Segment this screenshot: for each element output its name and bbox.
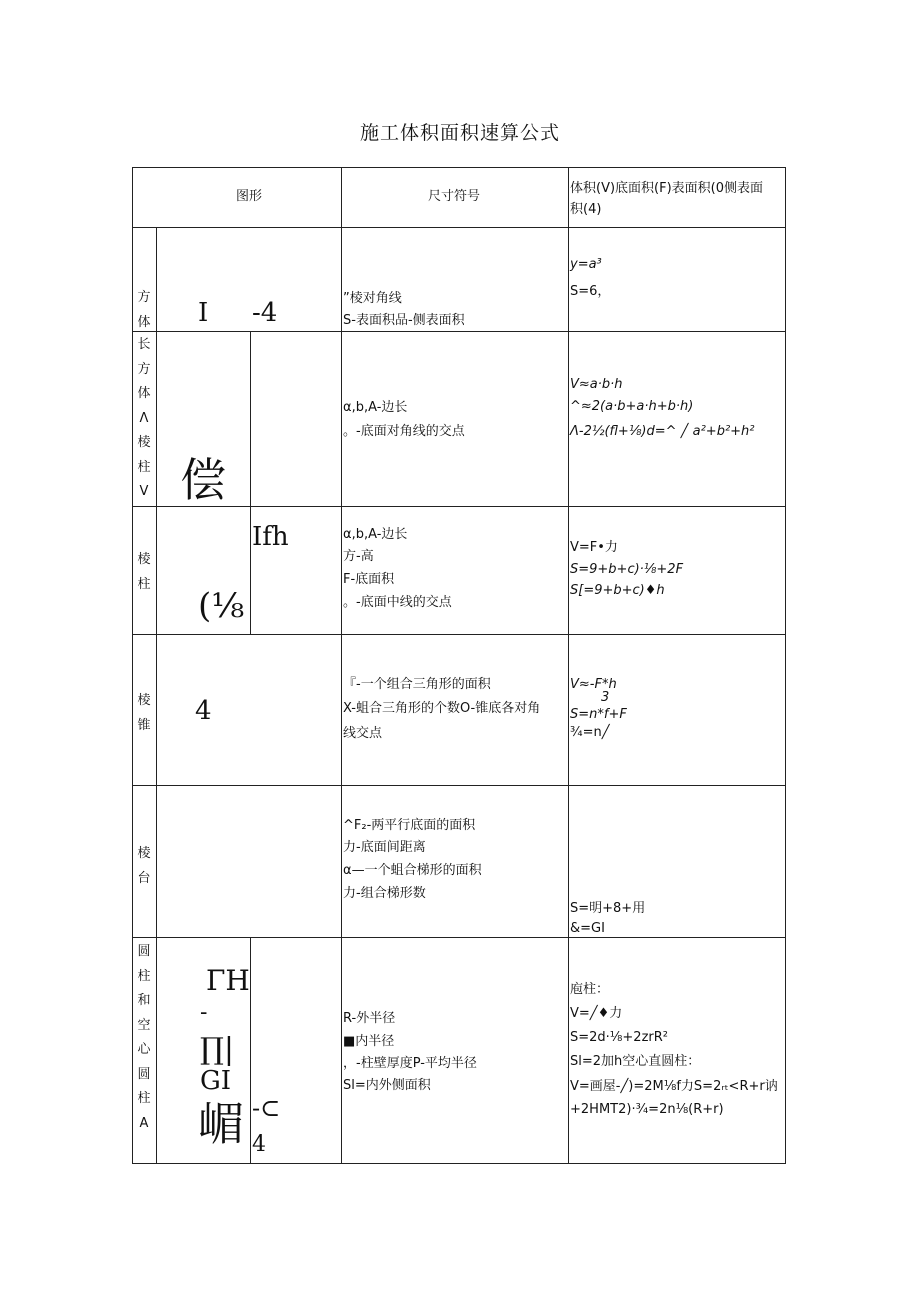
formula-cylinder: Sl=2加h空心直圆柱： <box>570 1054 701 1069</box>
formula-pyramid: 3 <box>601 690 610 705</box>
formula-cuboid: Λ-2½(fl+⅛)d=^ ╱ a²+b²+h² <box>570 424 755 439</box>
shape-cylinder: - <box>200 1000 208 1025</box>
dims-pyramid: 『-一个组合三角形的面积 <box>343 677 491 692</box>
formula-pyramid: V≈-F*h <box>570 677 617 692</box>
row-label-cylinder: 圆 柱 和 空 心 圆 柱 A <box>137 944 151 1131</box>
table-rule <box>132 785 786 786</box>
dims-prism: 。-底面中线的交点 <box>343 595 452 610</box>
formula-prism: V=F•力 <box>570 540 618 555</box>
shape-cylinder: -⊂ <box>252 1094 281 1122</box>
table-rule <box>250 937 251 1164</box>
formula-cube: y=a³ <box>570 257 602 272</box>
shape-prism: Ifh <box>252 522 289 552</box>
formula-frustum: S=明+8+用 <box>570 901 646 916</box>
dims-cube: ”棱对角线 <box>343 291 402 306</box>
dims-cylinder: ■内半径 <box>343 1034 395 1049</box>
shape-cylinder: GI <box>200 1066 232 1096</box>
row-label-cuboid: 长 方 体 Λ 棱 柱 V <box>137 337 151 499</box>
formula-cuboid: ^≈2(a·b+a·h+b·h) <box>570 399 694 414</box>
header-dimensions: 尺寸符号 <box>428 189 481 204</box>
dims-frustum: α—一个蛆合梯形的面积 <box>343 863 482 878</box>
formula-prism: S[=9+b+c)♦h <box>570 583 665 598</box>
table-rule <box>132 634 786 635</box>
table-rule <box>156 227 157 1164</box>
formula-pyramid: ¾=n╱ <box>570 725 610 740</box>
shape-cylinder: ΓH <box>206 964 250 997</box>
dims-cylinder: R-外半径 <box>343 1011 396 1026</box>
dims-cylinder: Sl=内外侧面积 <box>343 1078 431 1093</box>
formula-pyramid: S=n*f+F <box>570 707 627 722</box>
dims-cuboid: α,b,A-边长 <box>343 400 408 415</box>
formula-frustum: &=GI <box>570 921 605 936</box>
table-rule <box>132 1163 786 1164</box>
formula-cylinder: 庖柱： <box>570 982 610 997</box>
dims-cylinder: ，-柱壁厚度P-平均半径 <box>343 1056 477 1071</box>
header-shape: 图形 <box>236 189 263 204</box>
row-label-cube: 方 体 <box>137 290 151 330</box>
header-formula: 体积(V)底面积(F)表面积(0侧表面 <box>570 181 764 196</box>
dims-frustum: ^F₂-两平行底面的面积 <box>343 818 476 833</box>
dims-prism: α,b,A-边长 <box>343 527 408 542</box>
table-rule <box>132 167 786 168</box>
dims-prism: F-底面积 <box>343 572 395 587</box>
row-label-pyramid: 棱 锥 <box>137 693 151 733</box>
formula-cylinder: +2HMT2)·¾=2n⅛(R+r) <box>570 1102 724 1117</box>
table-rule <box>132 937 786 938</box>
shape-cube: -4 <box>252 298 278 328</box>
shape-cuboid: 偿 <box>180 453 226 507</box>
table-rule <box>132 227 786 228</box>
shape-cylinder: 4 <box>252 1132 266 1157</box>
table-rule <box>785 167 786 1164</box>
formula-cylinder: V=画屋-╱)=2M⅛f力S=2ᵣₜ<R+r讷 <box>570 1079 778 1094</box>
formula-cuboid: V≈a·b·h <box>570 377 623 392</box>
dims-frustum: 力-底面间距离 <box>343 840 426 855</box>
formula-cube: S=6， <box>570 284 611 299</box>
dims-cube: S-表面积品-侧表面积 <box>343 313 465 328</box>
dims-pyramid: X-蛆合三角形的个数O-锥底各对角 <box>343 701 541 716</box>
dims-prism: 方-高 <box>343 549 374 564</box>
table-rule <box>250 331 251 634</box>
row-label-frustum: 棱 台 <box>137 846 151 886</box>
table-rule <box>132 506 786 507</box>
dims-pyramid: 线交点 <box>343 726 383 741</box>
shape-pyramid: 4 <box>195 696 212 726</box>
formula-cylinder: S=2d·⅛+2zrR² <box>570 1030 668 1045</box>
shape-cylinder: 嵋 <box>198 1097 244 1151</box>
dims-frustum: 力-组合梯形数 <box>343 886 426 901</box>
dims-cuboid: 。-底面对角线的交点 <box>343 424 465 439</box>
table-rule <box>341 167 342 1164</box>
formula-cylinder: V=╱♦力 <box>570 1006 623 1021</box>
header-formula: 积(4) <box>570 202 602 217</box>
row-label-prism: 棱 柱 <box>137 552 151 592</box>
shape-prism: (⅛ <box>198 586 245 626</box>
page-title: 施工体积面积速算公式 <box>359 122 560 144</box>
shape-cube: I <box>198 298 209 328</box>
formula-prism: S=9+b+c)·⅛+2F <box>570 562 684 577</box>
shape-cylinder: ∏| <box>200 1032 234 1067</box>
table-rule <box>568 167 569 1164</box>
